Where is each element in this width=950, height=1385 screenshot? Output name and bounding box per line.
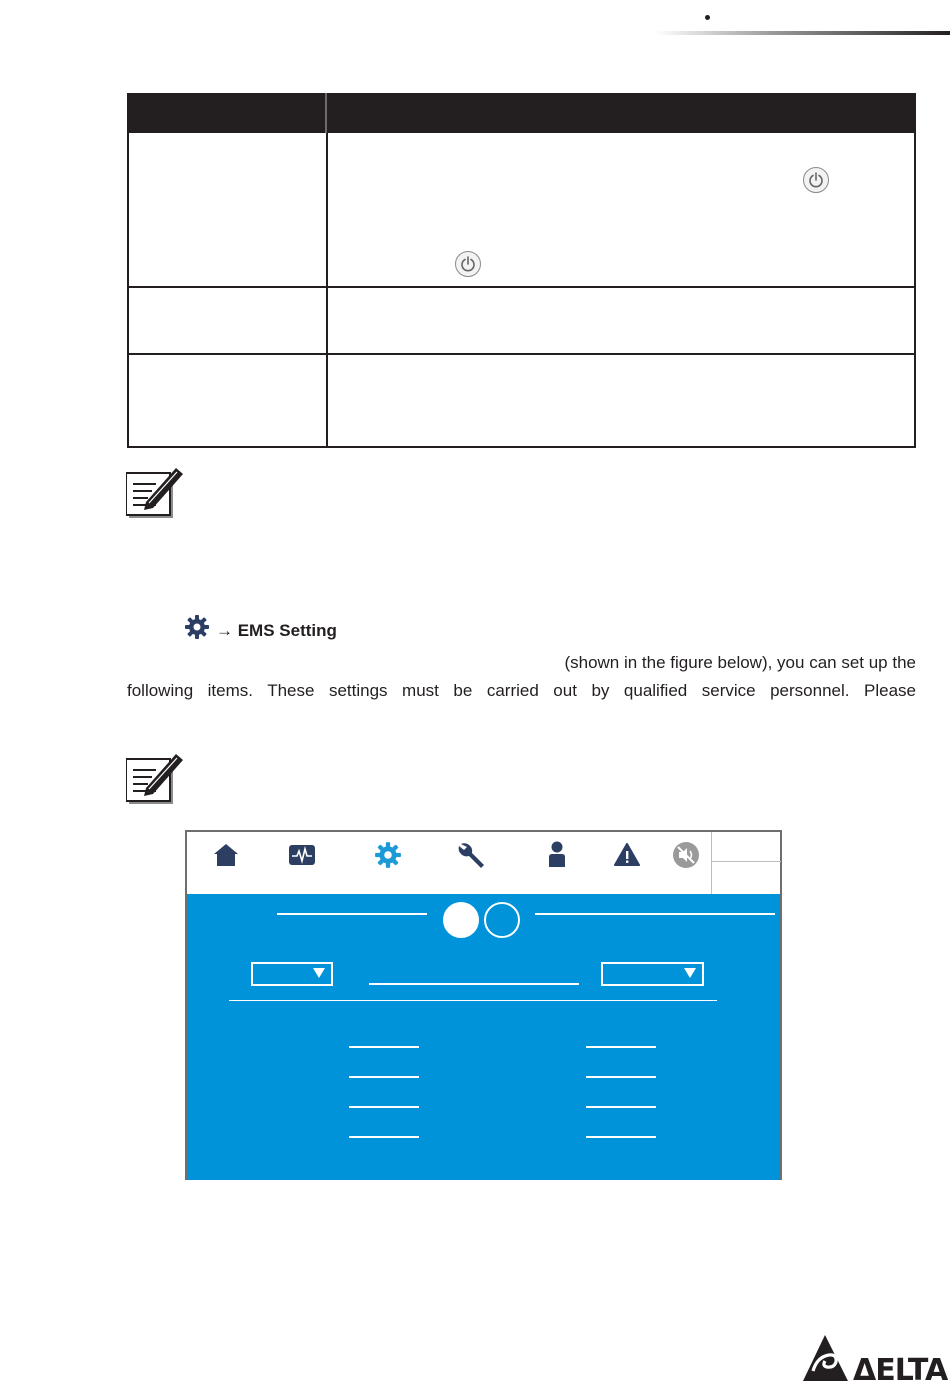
value-field[interactable] — [349, 1106, 419, 1108]
waveform-icon[interactable] — [285, 840, 319, 870]
settings-panel — [187, 894, 780, 1180]
delta-logo — [803, 1335, 950, 1385]
value-field[interactable] — [586, 1046, 656, 1048]
home-icon[interactable] — [209, 840, 243, 870]
right-dropdown[interactable] — [601, 962, 704, 986]
value-field[interactable] — [349, 1046, 419, 1048]
header-dot — [705, 15, 710, 20]
ems-setting-screen — [185, 830, 782, 1180]
nav-side-panel — [711, 832, 780, 894]
gear-icon — [184, 614, 210, 640]
ems-setting-path: → EMS Setting — [216, 621, 337, 640]
title-rule-left — [277, 913, 427, 915]
page-indicator-2[interactable] — [484, 902, 520, 938]
value-field[interactable] — [586, 1136, 656, 1138]
header-rule — [655, 31, 950, 35]
top-nav-bar — [187, 832, 780, 894]
center-field[interactable] — [369, 983, 579, 985]
value-field[interactable] — [586, 1106, 656, 1108]
description-table — [127, 93, 916, 448]
table-row-divider — [129, 286, 914, 288]
value-field[interactable] — [349, 1136, 419, 1138]
paragraph-line-1: (shown in the figure below), you can set up the — [564, 653, 916, 672]
value-field[interactable] — [349, 1076, 419, 1078]
table-row-divider — [129, 353, 914, 355]
note-icon — [126, 462, 186, 522]
chevron-down-icon — [684, 968, 696, 978]
paragraph-line-2: following items. These settings must be carried out by qualified service personnel. Please — [127, 681, 916, 700]
title-rule-right — [535, 913, 775, 915]
wrench-icon[interactable] — [455, 840, 489, 870]
warning-icon[interactable] — [610, 840, 644, 870]
value-field[interactable] — [586, 1076, 656, 1078]
user-icon[interactable] — [540, 840, 574, 870]
gear-icon[interactable] — [371, 840, 405, 870]
page-indicator-1[interactable] — [443, 902, 479, 938]
chevron-down-icon — [313, 968, 325, 978]
mute-icon[interactable] — [669, 840, 703, 870]
table-header-row — [129, 93, 914, 133]
power-button-icon — [803, 167, 829, 193]
power-button-icon — [455, 251, 481, 277]
note-icon — [126, 748, 186, 808]
left-dropdown[interactable] — [251, 962, 333, 986]
svg-text:ΔELTA: ΔELTA — [853, 1353, 948, 1385]
table-column-divider — [326, 133, 328, 448]
section-divider — [229, 1000, 717, 1001]
